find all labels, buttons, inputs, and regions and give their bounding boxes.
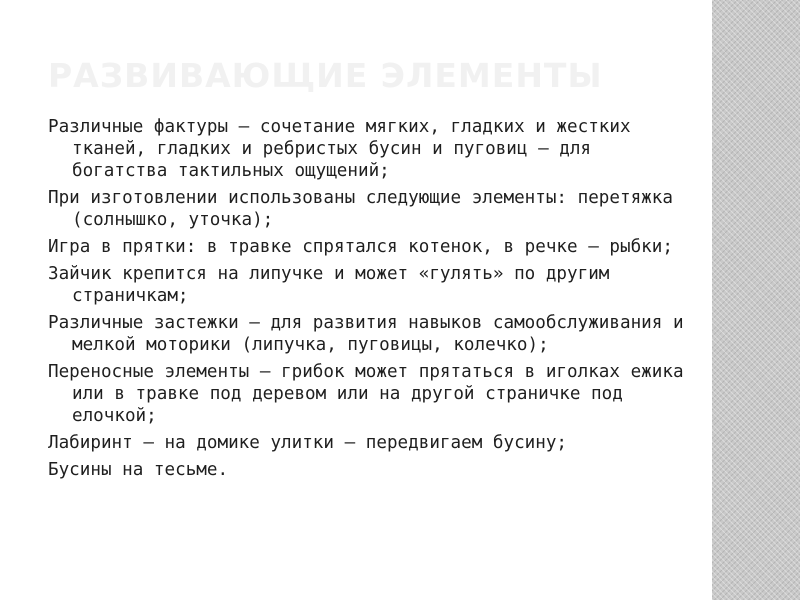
list-item: Переносные элементы – грибок может прятаться в иголках ежика или в травке под деревом или на другой страничке под елочкой; xyxy=(48,362,684,426)
list-item: Игра в прятки: в травке спрятался котенок, в речке – рыбки; xyxy=(48,237,673,257)
list-item: Лабиринт – на домике улитки – передвигаем бусину; xyxy=(48,433,568,453)
list-item: Зайчик крепится на липучке и может «гулять» по другим страничкам; xyxy=(48,264,610,306)
list-item: При изготовлении использованы следующие элементы: перетяжка (солнышко, уточка); xyxy=(48,188,673,230)
list-item: Различные застежки – для развития навыков самообслуживания и мелкой моторики (липучка, пуговицы, колечко); xyxy=(48,313,684,355)
list-item: Бусины на тесьме. xyxy=(48,460,229,480)
slide-title: РАЗВИВАЮЩИЕ ЭЛЕМЕНТЫ xyxy=(48,56,603,95)
bullet-list xyxy=(48,116,688,486)
decorative-side-band xyxy=(712,0,800,600)
list-item: Различные фактуры – сочетание мягких, гладких и жестких тканей, гладких и ребристых бусин и пуговиц – для богатства тактильных ощущений; xyxy=(48,117,631,181)
